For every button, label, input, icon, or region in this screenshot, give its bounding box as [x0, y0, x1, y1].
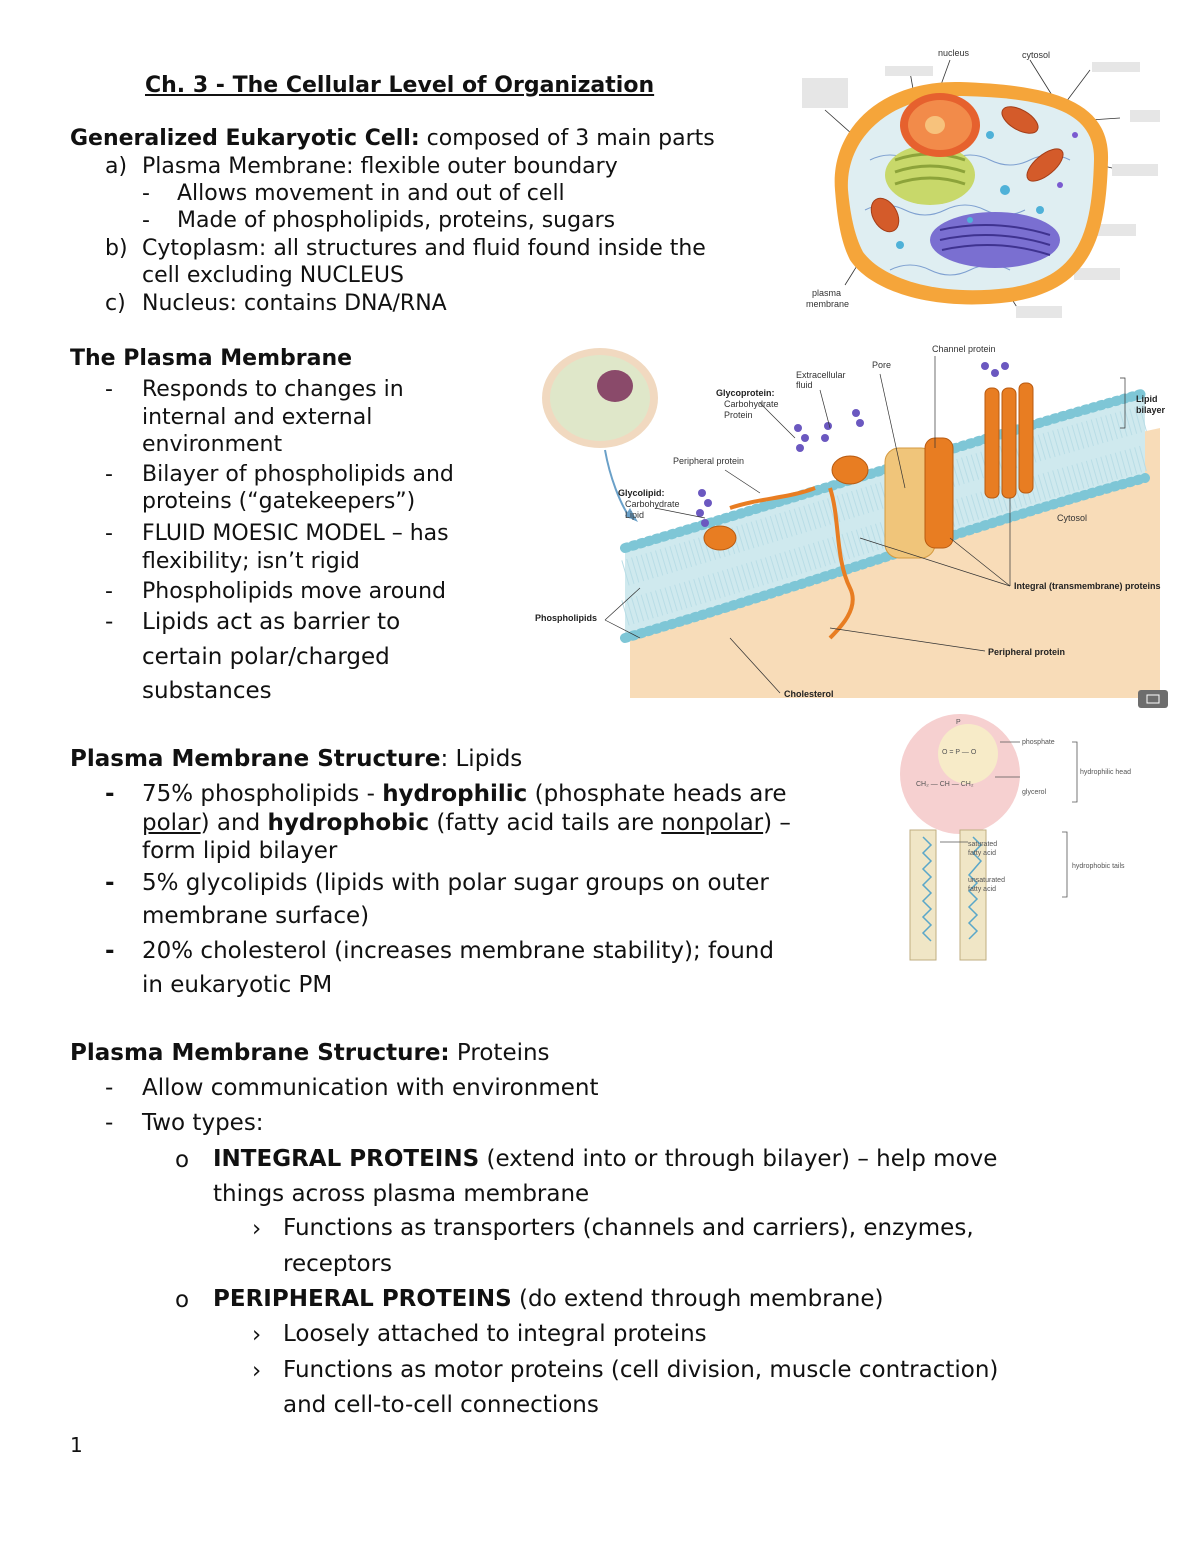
generalized-heading-line	[70, 125, 715, 152]
text-run: (fatty acid tails are	[429, 810, 662, 836]
list-item: Allow communication with environment	[142, 1075, 599, 1101]
list-marker: ›	[252, 1216, 262, 1242]
lipids-bullet-2: 5% glycolipids (lipids with polar sugar groups on outer	[142, 870, 769, 896]
proteins-heading-rest: Proteins	[449, 1040, 550, 1066]
list-marker: -	[105, 462, 113, 487]
text-run: (do extend through membrane)	[511, 1286, 884, 1312]
text-run: 75% phospholipids -	[142, 781, 383, 807]
text-run: (extend into or through bilayer) – help move	[479, 1146, 998, 1172]
list-item: Functions as motor proteins (cell division, muscle contraction)	[283, 1357, 999, 1383]
peripheral-line	[213, 1286, 884, 1313]
label-cholesterol: Cholesterol	[784, 689, 834, 699]
list-marker: -	[105, 609, 114, 635]
list-item: Lipids act as barrier to	[142, 609, 401, 635]
label-integral-proteins: Integral (transmembrane) proteins	[1014, 581, 1161, 591]
list-marker: a)	[105, 154, 128, 179]
expand-icon[interactable]	[1138, 690, 1168, 708]
list-item: FLUID MOESIC MODEL – has	[142, 521, 449, 546]
label-extracellular: Extracellular	[796, 370, 846, 380]
animal-cell-figure	[790, 40, 1160, 330]
proteins-heading	[70, 1040, 550, 1067]
list-marker: -	[142, 181, 150, 206]
label-plasma: plasma	[812, 288, 842, 298]
label-unsaturated-2: fatty acid	[968, 886, 997, 893]
label-saturated: saturated	[968, 841, 998, 848]
lipids-bullet-3: 20% cholesterol (increases membrane stability); found	[142, 938, 774, 964]
label-lipid-bilayer-1: Lipid	[1136, 394, 1158, 404]
phospholipid-figure	[880, 712, 1155, 964]
list-marker: b)	[105, 236, 128, 261]
label-cytosol: Cytosol	[1057, 513, 1088, 523]
list-item: Functions as transporters (channels and carriers), enzymes,	[283, 1215, 974, 1241]
list-item: Two types:	[142, 1110, 264, 1136]
lipids-heading-bold: Plasma Membrane Structure	[70, 746, 441, 772]
label-carbohydrate: Carbohydrate	[724, 399, 779, 409]
text-run: INTEGRAL PROTEINS	[213, 1146, 480, 1172]
list-item: substances	[142, 678, 272, 704]
list-item: certain polar/charged	[142, 644, 390, 670]
list-item: receptors	[283, 1251, 393, 1277]
label-saturated-2: fatty acid	[968, 850, 997, 857]
list-item: cell excluding NUCLEUS	[142, 263, 404, 288]
label-lipid: Lipid	[625, 510, 645, 520]
text-run: PERIPHERAL PROTEINS	[213, 1286, 512, 1312]
generalized-heading: Generalized Eukaryotic Cell:	[70, 126, 420, 151]
lipids-bullet-1-line2	[142, 810, 791, 837]
label-fluid: fluid	[796, 380, 813, 390]
list-item: Plasma Membrane: flexible outer boundary	[142, 154, 618, 179]
label-glycolipid: Glycolipid:	[618, 488, 665, 498]
list-marker: -	[105, 781, 115, 807]
lipids-bullet-3-line2: in eukaryotic PM	[142, 972, 333, 998]
list-item: and cell-to-cell connections	[283, 1392, 599, 1418]
list-item: things across plasma membrane	[213, 1181, 590, 1207]
plasma-membrane-figure	[530, 338, 1175, 713]
page-title: Ch. 3 - The Cellular Level of Organization	[145, 73, 655, 98]
list-item: Loosely attached to integral proteins	[283, 1321, 707, 1347]
lipids-bullet-2-line2: membrane surface)	[142, 903, 370, 929]
generalized-intro: composed of 3 main parts	[419, 126, 715, 151]
text-run: (phosphate heads are	[527, 781, 787, 807]
text-run: ) –	[763, 810, 791, 836]
text-run: polar	[142, 810, 201, 836]
lipids-heading-rest: : Lipids	[440, 746, 523, 772]
plasma-membrane-heading: The Plasma Membrane	[70, 346, 353, 371]
lipids-heading	[70, 746, 522, 773]
list-marker: ›	[252, 1322, 262, 1348]
text-run: ) and	[200, 810, 268, 836]
list-item: Phospholipids move around	[142, 579, 447, 604]
list-item: proteins (“gatekeepers”)	[142, 489, 416, 514]
list-marker: -	[142, 208, 150, 233]
list-item: flexibility; isn’t rigid	[142, 549, 360, 574]
label-pore: Pore	[872, 360, 892, 370]
proteins-heading-bold: Plasma Membrane Structure:	[70, 1040, 450, 1066]
label-carbohydrate-2: Carbohydrate	[625, 499, 680, 509]
formula-top: O = P — O	[942, 749, 977, 756]
list-marker: -	[105, 1075, 114, 1101]
list-item: internal and external	[142, 405, 373, 430]
list-item: Responds to changes in	[142, 377, 404, 402]
label-peripheral-protein-2: Peripheral protein	[988, 647, 1066, 657]
label-membrane: membrane	[806, 299, 850, 309]
list-marker: ›	[252, 1358, 262, 1384]
text-run: nonpolar	[661, 810, 764, 836]
list-item: Cytoplasm: all structures and fluid found inside the	[142, 236, 706, 261]
lipids-bullet-1-line3: form lipid bilayer	[142, 838, 338, 864]
formula-mid: CH₂ — CH — CH₂	[916, 781, 974, 788]
label-cytosol: cytosol	[1022, 50, 1051, 60]
list-marker: -	[105, 521, 113, 546]
svg-text:P: P	[956, 719, 961, 726]
page-number: 1	[70, 1433, 83, 1457]
list-item: Allows movement in and out of cell	[177, 181, 565, 206]
list-marker: -	[105, 1110, 114, 1136]
lipids-bullet-1	[142, 781, 786, 808]
integral-line	[213, 1146, 997, 1173]
label-phospholipids: Phospholipids	[535, 613, 597, 623]
label-channel-protein: Channel protein	[932, 344, 996, 354]
list-item: Made of phospholipids, proteins, sugars	[177, 208, 616, 233]
list-marker: c)	[105, 291, 126, 316]
label-hydrophilic-head: hydrophilic head	[1080, 769, 1131, 776]
label-hydrophobic-tails: hydrophobic tails	[1072, 863, 1125, 870]
label-phosphate: phosphate	[1022, 739, 1055, 746]
label-lipid-bilayer-2: bilayer	[1136, 405, 1166, 415]
label-peripheral-protein: Peripheral protein	[673, 456, 745, 466]
list-marker: -	[105, 870, 115, 896]
label-glycoprotein: Glycoprotein:	[716, 388, 775, 398]
list-item: Bilayer of phospholipids and	[142, 462, 454, 487]
label-unsaturated: unsaturated	[968, 877, 1005, 884]
text-run: hydrophilic	[382, 781, 528, 807]
label-nucleus: nucleus	[938, 48, 970, 58]
text-run: hydrophobic	[267, 810, 430, 836]
list-marker: -	[105, 377, 113, 402]
list-marker: -	[105, 579, 113, 604]
list-marker: o	[175, 1287, 190, 1313]
label-glycerol: glycerol	[1022, 789, 1047, 796]
list-marker: -	[105, 938, 115, 964]
list-marker: o	[175, 1147, 190, 1173]
list-item: Nucleus: contains DNA/RNA	[142, 291, 447, 316]
label-protein: Protein	[724, 410, 753, 420]
list-item: environment	[142, 432, 283, 457]
